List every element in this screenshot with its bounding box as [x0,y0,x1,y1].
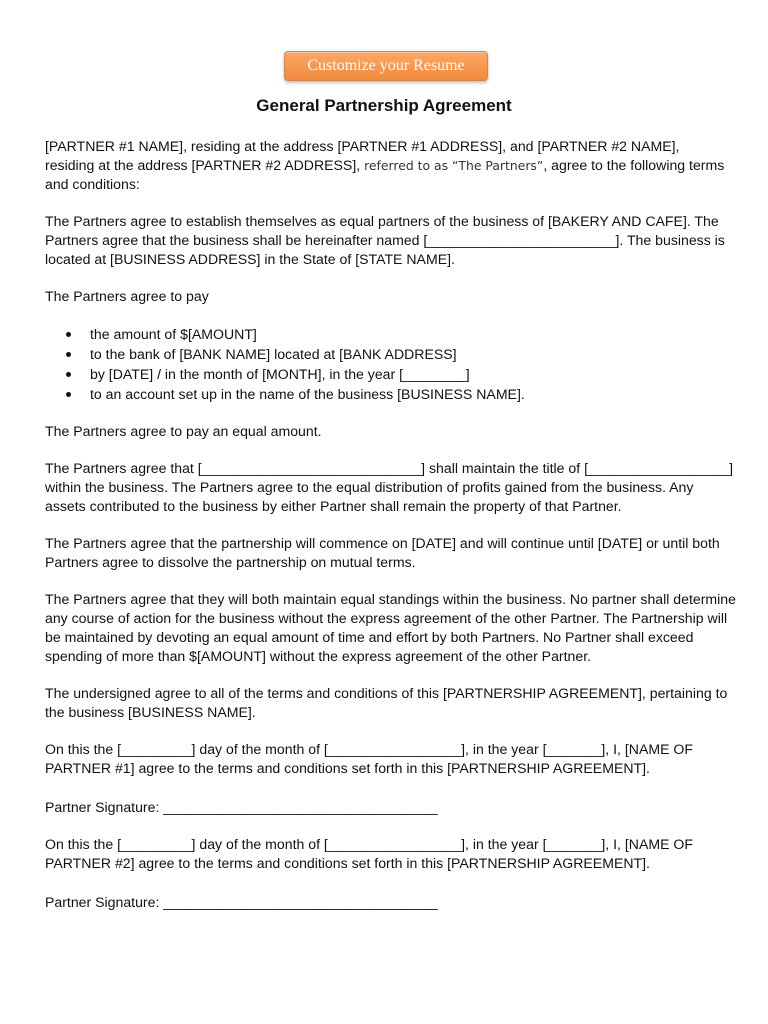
document-title: General Partnership Agreement [256,96,512,115]
undersigned-line-1: The undersigned agree to all of the terms and conditions of this [PARTNERSHIP AGREEMENT], pertaining to [45,685,728,701]
bullet-icon [66,372,71,377]
commence-paragraph [45,534,730,572]
list-item [45,384,730,404]
bullet-icon [66,352,71,357]
standings-paragraph [45,590,736,666]
list-item [45,344,730,364]
spacer [45,873,730,893]
partner1-line-1: On this the [_________] day of the month of [_________________], in the year [_______], I, [NAME OF [45,741,693,757]
cta-container [284,51,488,81]
title-clause-line-3: assets contributed to the business by either Partner shall remain the property of that Partner. [45,498,622,514]
undersigned-paragraph [45,684,730,722]
list-item [45,364,730,384]
spacer [45,778,730,798]
list-item-text: the amount of $[AMOUNT] [90,326,257,342]
business-line-1: The Partners agree to establish themselves as equal partners of the business of [BAKERY AND CAFE]. The [45,213,719,229]
partner1-paragraph [45,740,730,778]
commence-line-2: Partners agree to dissolve the partnership on mutual terms. [45,554,416,570]
pay-intro: The Partners agree to pay [45,288,209,304]
partner2-paragraph [45,835,730,873]
business-line-2: Partners agree that the business shall be hereinafter named [________________________]. The business is [45,232,725,248]
undersigned-line-2: the business [BUSINESS NAME]. [45,704,256,720]
intro-line-1: [PARTNER #1 NAME], residing at the address [PARTNER #1 ADDRESS], and [PARTNER #2 NAME], [45,138,680,154]
title-clause-line-2: within the business. The Partners agree to the equal distribution of profits gained from the business. Any [45,479,694,495]
partner2-line-2: PARTNER #2] agree to the terms and conditions set forth in this [PARTNERSHIP AGREEMENT]. [45,855,650,871]
intro-line-2-b: referred to as “The Partners” [364,158,544,173]
list-item-text: by [DATE] / in the month of [MONTH], in the year [________] [90,366,470,382]
standings-line-2: any course of action for the business without the express agreement of the other Partner. The Partnership will [45,610,728,626]
equal-amount-paragraph: The Partners agree to pay an equal amount. [45,423,322,439]
document-body [45,137,736,930]
partner1-line-2: PARTNER #1] agree to the terms and conditions set forth in this [PARTNERSHIP AGREEMENT]. [45,760,650,776]
bullet-icon [66,332,71,337]
pay-list [45,324,730,404]
standings-line-3: be maintained by devoting an equal amount of time and effort by both Partners. No Partner shall exceed [45,629,694,645]
commence-line-1: The Partners agree that the partnership will commence on [DATE] and will continue until [DATE] or until both [45,535,720,551]
intro-line-2 [45,156,730,175]
intro-paragraph [45,137,730,194]
intro-line-2-a: residing at the address [PARTNER #2 ADDRESS], [45,157,365,173]
partner2-line-1: On this the [_________] day of the month of [_________________], in the year [_______], I, [NAME OF [45,836,693,852]
title-clause-line-1: The Partners agree that [____________________________] shall maintain the title of [__________________] [45,460,734,476]
bullet-icon [66,392,71,397]
intro-line-3: and conditions: [45,176,140,192]
partner1-signature-line: Partner Signature: ___________________________________ [45,799,438,815]
standings-line-4: spending of more than $[AMOUNT] without the express agreement of the other Partner. [45,648,592,664]
list-item-text: to the bank of [BANK NAME] located at [BANK ADDRESS] [90,346,457,362]
business-paragraph [45,212,730,269]
customize-resume-button[interactable]: Customize your Resume [284,51,488,81]
title-clause-paragraph [45,459,734,516]
list-item [45,324,730,344]
partner2-signature-line: Partner Signature: ___________________________________ [45,894,438,910]
list-item-text: to an account set up in the name of the business [BUSINESS NAME]. [90,386,525,402]
business-line-3: located at [BUSINESS ADDRESS] in the State of [STATE NAME]. [45,251,455,267]
standings-line-1: The Partners agree that they will both maintain equal standings within the business. No partner shall determine [45,591,736,607]
intro-line-2-c: , agree to the following terms [543,157,725,173]
